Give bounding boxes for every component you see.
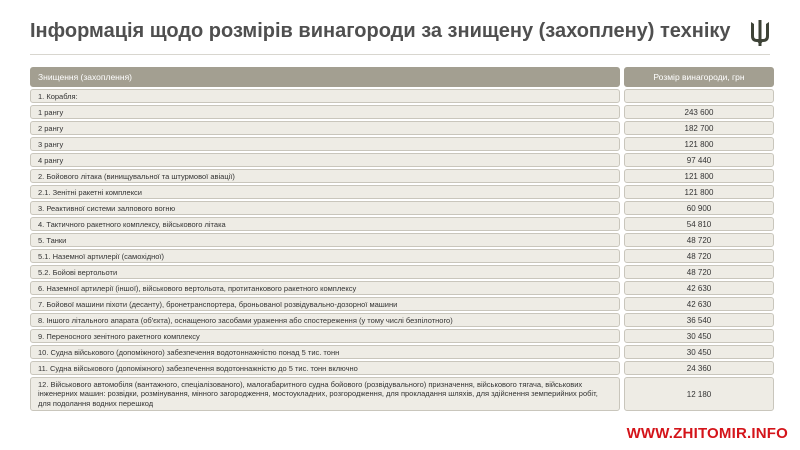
table-header-row	[30, 67, 774, 87]
table-row	[30, 377, 774, 411]
row-reward-value: 48 720	[624, 233, 774, 247]
row-item-name: 10. Судна військового (допоміжного) забезпечення водотоннажністю понад 5 тис. тонн	[30, 345, 620, 359]
column-header-item: Знищення (захоплення)	[30, 67, 620, 87]
row-reward-value: 12 180	[624, 377, 774, 411]
row-item-name: 2 рангу	[30, 121, 620, 135]
table-row	[30, 345, 774, 359]
row-item-name: 9. Переносного зенітного ракетного комплексу	[30, 329, 620, 343]
row-reward-value: 121 800	[624, 185, 774, 199]
table-row	[30, 185, 774, 199]
row-reward-value: 30 450	[624, 329, 774, 343]
row-item-name: 3 рангу	[30, 137, 620, 151]
row-reward-value: 60 900	[624, 201, 774, 215]
row-reward-value: 121 800	[624, 137, 774, 151]
table-row	[30, 265, 774, 279]
table-row	[30, 297, 774, 311]
row-reward-value: 36 540	[624, 313, 774, 327]
table-row	[30, 233, 774, 247]
table-row	[30, 329, 774, 343]
row-item-name: 4 рангу	[30, 153, 620, 167]
row-item-name: 3. Реактивної системи залпового вогню	[30, 201, 620, 215]
row-item-name: 5.2. Бойові вертольоти	[30, 265, 620, 279]
title-divider	[30, 54, 770, 55]
row-reward-value	[624, 89, 774, 103]
reward-table	[30, 67, 774, 413]
row-item-name: 11. Судна військового (допоміжного) забезпечення водотоннажністю до 5 тис. тонн включно	[30, 361, 620, 375]
table-row	[30, 89, 774, 103]
row-item-name: 5.1. Наземної артилерії (самохідної)	[30, 249, 620, 263]
column-header-reward: Розмір винагороди, грн	[624, 67, 774, 87]
table-body	[30, 89, 774, 411]
row-item-name: 4. Тактичного ракетного комплексу, військового літака	[30, 217, 620, 231]
trident-emblem-icon	[749, 19, 771, 47]
page-title: Інформація щодо розмірів винагороди за знищену (захоплену) техніку	[30, 20, 731, 42]
row-reward-value: 243 600	[624, 105, 774, 119]
row-reward-value: 42 630	[624, 281, 774, 295]
row-item-name: 5. Танки	[30, 233, 620, 247]
table-row	[30, 217, 774, 231]
row-reward-value: 182 700	[624, 121, 774, 135]
table-row	[30, 249, 774, 263]
table-row	[30, 201, 774, 215]
row-item-name: 1. Корабля:	[30, 89, 620, 103]
table-row	[30, 313, 774, 327]
row-reward-value: 97 440	[624, 153, 774, 167]
row-reward-value: 121 800	[624, 169, 774, 183]
row-item-name: 8. Іншого літального апарата (об'єкта), оснащеного засобами ураження або спостереження (у тому числі безпілотного)	[30, 313, 620, 327]
table-row	[30, 137, 774, 151]
table-row	[30, 121, 774, 135]
table-row	[30, 361, 774, 375]
row-reward-value: 54 810	[624, 217, 774, 231]
row-item-name: 1 рангу	[30, 105, 620, 119]
table-row	[30, 281, 774, 295]
table-row	[30, 153, 774, 167]
row-reward-value: 30 450	[624, 345, 774, 359]
table-row	[30, 169, 774, 183]
watermark-text: WWW.ZHITOMIR.INFO	[626, 425, 788, 442]
row-item-name: 7. Бойової машини піхоти (десанту), бронетранспортера, броньованої розвідувально-дозорної машини	[30, 297, 620, 311]
row-reward-value: 24 360	[624, 361, 774, 375]
table-row	[30, 105, 774, 119]
row-reward-value: 48 720	[624, 265, 774, 279]
row-item-name: 12. Військового автомобіля (вантажного, спеціалізованого), малогабаритного судна бойового (розвідувального) призначення, військового тягача, військових інженерних машин: розвідки, розмінування, мінного загородження, мостоукладних, розгородження, для прокладання шляхів, для здійснення земперийних робіт, для подолання водних перешкод	[30, 377, 620, 411]
row-item-name: 6. Наземної артилерії (іншої), військового вертольота, протитанкового ракетного комплексу	[30, 281, 620, 295]
row-reward-value: 42 630	[624, 297, 774, 311]
row-item-name: 2. Бойового літака (винищувальної та штурмової авіації)	[30, 169, 620, 183]
row-reward-value: 48 720	[624, 249, 774, 263]
row-item-name: 2.1. Зенітні ракетні комплекси	[30, 185, 620, 199]
